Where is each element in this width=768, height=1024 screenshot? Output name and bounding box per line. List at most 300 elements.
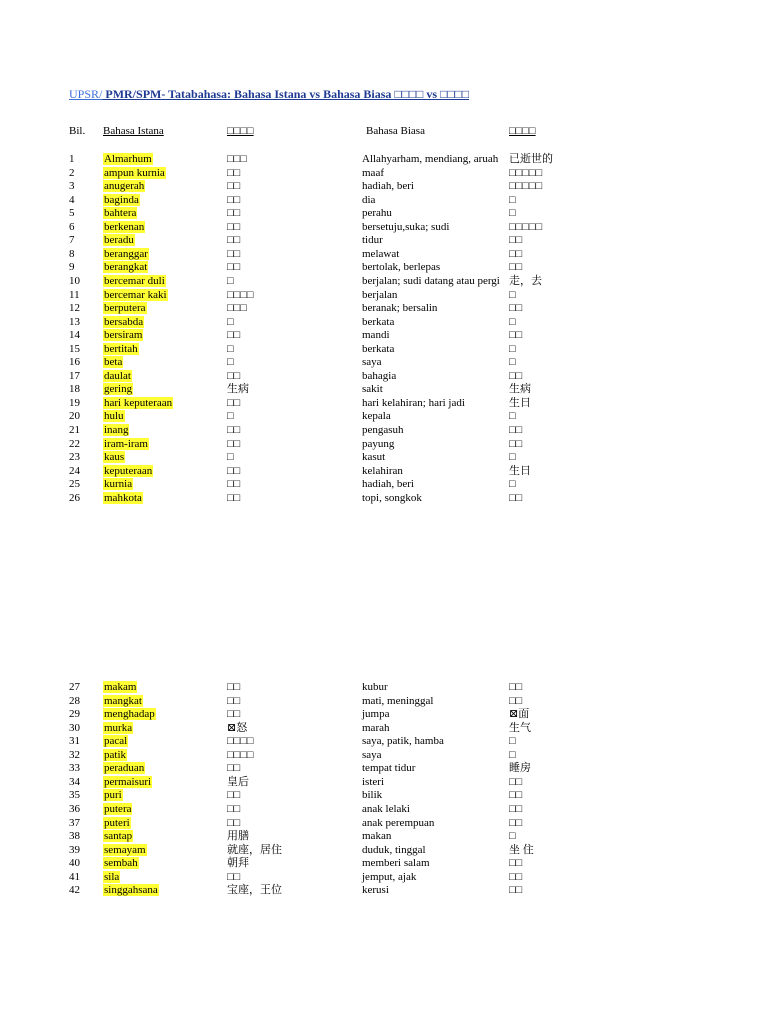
bahasa-istana-cell xyxy=(103,289,168,302)
table-row xyxy=(0,221,768,234)
chinese-biasa-cell: □□ xyxy=(509,369,523,382)
bahasa-biasa-cell: berkata xyxy=(362,342,395,355)
bahasa-istana-cell xyxy=(103,465,153,478)
highlighted-term: daulat xyxy=(104,369,131,382)
table-row xyxy=(0,356,768,369)
bahasa-biasa-cell: saya xyxy=(362,356,382,369)
bahasa-istana-cell xyxy=(103,153,153,166)
table-row xyxy=(0,492,768,505)
bahasa-istana-cell xyxy=(103,383,133,396)
table-row xyxy=(0,424,768,437)
highlighted-term: patik xyxy=(104,748,126,761)
bahasa-istana-cell xyxy=(103,221,145,234)
bahasa-istana-cell xyxy=(103,356,123,369)
table-row xyxy=(0,884,768,897)
chinese-biasa-cell: □□ xyxy=(509,437,523,450)
row-number: 26 xyxy=(69,491,80,504)
highlighted-term: beradu xyxy=(104,234,134,247)
row-number: 35 xyxy=(69,789,80,802)
bahasa-biasa-cell: maaf xyxy=(362,166,384,179)
table-row xyxy=(0,681,768,694)
highlighted-term: kaus xyxy=(104,451,125,464)
header-bahasa-biasa: Bahasa Biasa xyxy=(366,125,425,137)
row-number: 31 xyxy=(69,735,80,748)
row-number: 17 xyxy=(69,369,80,382)
table-row xyxy=(0,289,768,302)
chinese-istana-cell: □ xyxy=(227,451,234,464)
header-bahasa-istana: Bahasa Istana xyxy=(103,125,164,137)
table-row xyxy=(0,762,768,775)
table-row xyxy=(0,167,768,180)
chinese-istana-cell: □□ xyxy=(227,870,241,883)
highlighted-term: kurnia xyxy=(104,478,133,491)
bahasa-biasa-cell: berkata xyxy=(362,315,395,328)
chinese-biasa-cell: ⊠面 xyxy=(509,708,530,721)
bahasa-biasa-cell: kelahiran xyxy=(362,464,403,477)
table-row xyxy=(0,871,768,884)
row-number: 15 xyxy=(69,342,80,355)
row-number: 5 xyxy=(69,207,75,220)
table-row xyxy=(0,451,768,464)
bahasa-biasa-cell: beranak; bersalin xyxy=(362,302,438,315)
chinese-biasa-cell: 生气 xyxy=(509,721,531,734)
highlighted-term: anugerah xyxy=(104,180,145,193)
title-upsr-link[interactable]: UPSR/ xyxy=(69,87,103,101)
bahasa-biasa-cell: memberi salam xyxy=(362,857,430,870)
chinese-biasa-cell: □□□□□ xyxy=(509,220,543,233)
bahasa-istana-cell xyxy=(103,722,133,735)
chinese-biasa-cell: □ xyxy=(509,410,516,423)
chinese-biasa-cell: □□ xyxy=(509,681,523,693)
highlighted-term: berputera xyxy=(104,302,146,315)
bahasa-biasa-cell: dia xyxy=(362,193,376,206)
row-number: 16 xyxy=(69,356,80,369)
table-row xyxy=(0,708,768,721)
chinese-biasa-cell: □□ xyxy=(509,802,523,815)
row-number: 7 xyxy=(69,234,75,247)
bahasa-istana-cell xyxy=(103,871,120,884)
bahasa-biasa-cell: kerusi xyxy=(362,884,389,897)
chinese-biasa-cell: □□□□□ xyxy=(509,166,543,179)
chinese-istana-cell: 用膳 xyxy=(227,830,249,843)
table-row xyxy=(0,397,768,410)
highlighted-term: murka xyxy=(104,721,133,734)
row-number: 9 xyxy=(69,261,75,274)
bahasa-biasa-cell: sakit xyxy=(362,383,383,396)
bahasa-biasa-cell: makan xyxy=(362,830,392,843)
table-row xyxy=(0,302,768,315)
chinese-istana-cell: □□ xyxy=(227,708,241,721)
bahasa-istana-cell xyxy=(103,275,166,288)
bahasa-biasa-cell: berjalan; sudi datang atau pergi xyxy=(362,274,500,287)
bahasa-istana-cell xyxy=(103,776,152,789)
row-number: 4 xyxy=(69,193,75,206)
row-number: 2 xyxy=(69,166,75,179)
bahasa-istana-cell xyxy=(103,681,137,694)
bahasa-istana-cell xyxy=(103,397,173,410)
row-number: 34 xyxy=(69,775,80,788)
bahasa-biasa-cell: mandi xyxy=(362,329,390,342)
highlighted-term: permaisuri xyxy=(104,775,152,788)
bahasa-biasa-cell: tempat tidur xyxy=(362,762,416,775)
chinese-biasa-cell: □□ xyxy=(509,789,523,802)
bahasa-biasa-cell: payung xyxy=(362,437,395,450)
chinese-biasa-cell: □ xyxy=(509,207,516,220)
chinese-istana-cell: □□ xyxy=(227,762,241,775)
bahasa-biasa-cell: bertolak, berlepas xyxy=(362,261,441,274)
row-number: 6 xyxy=(69,220,75,233)
bahasa-istana-cell xyxy=(103,410,125,423)
header-bil: Bil. xyxy=(69,125,86,137)
highlighted-term: inang xyxy=(104,424,129,436)
highlighted-term: bersabda xyxy=(104,315,144,328)
highlighted-term: keputeraan xyxy=(104,464,153,477)
bahasa-biasa-cell: marah xyxy=(362,721,390,734)
bahasa-biasa-cell: topi, songkok xyxy=(362,491,422,504)
bahasa-istana-cell xyxy=(103,316,144,329)
chinese-istana-cell: □□ xyxy=(227,491,241,504)
bahasa-biasa-cell: berjalan xyxy=(362,288,398,301)
bahasa-istana-cell xyxy=(103,194,140,207)
chinese-biasa-cell: □□□□□ xyxy=(509,180,543,193)
highlighted-term: hulu xyxy=(104,410,124,423)
chinese-istana-cell: □□ xyxy=(227,207,241,220)
table-row xyxy=(0,857,768,870)
highlighted-term: peraduan xyxy=(104,762,145,775)
chinese-istana-cell: □□ xyxy=(227,234,241,247)
highlighted-term: sembah xyxy=(104,857,138,870)
bahasa-istana-cell xyxy=(103,830,133,843)
bahasa-biasa-cell: duduk, tinggal xyxy=(362,843,426,856)
bahasa-istana-cell xyxy=(103,167,166,180)
bahasa-biasa-cell: anak lelaki xyxy=(362,802,410,815)
chinese-biasa-cell: □ xyxy=(509,478,516,491)
highlighted-term: singgahsana xyxy=(104,884,158,897)
bahasa-biasa-cell: hari kelahiran; hari jadi xyxy=(362,396,465,409)
table-row xyxy=(0,261,768,274)
row-number: 18 xyxy=(69,383,80,396)
chinese-istana-cell: □□ xyxy=(227,261,241,274)
row-number: 38 xyxy=(69,830,80,843)
chinese-biasa-cell: □□ xyxy=(509,329,523,342)
bahasa-biasa-cell: kasut xyxy=(362,451,386,464)
chinese-istana-cell: 就座，居住 xyxy=(227,843,282,856)
chinese-biasa-cell: □□ xyxy=(509,234,523,247)
bahasa-istana-cell xyxy=(103,234,135,247)
row-number: 22 xyxy=(69,437,80,450)
bahasa-istana-cell xyxy=(103,370,132,383)
chinese-istana-cell: □□ xyxy=(227,424,241,436)
row-number: 25 xyxy=(69,478,80,491)
chinese-biasa-cell: 生日 xyxy=(509,396,531,409)
table-row xyxy=(0,695,768,708)
highlighted-term: puri xyxy=(104,789,122,802)
chinese-biasa-cell: 已逝世的 xyxy=(509,153,553,165)
bahasa-istana-cell xyxy=(103,302,147,315)
bahasa-istana-cell xyxy=(103,844,147,857)
bahasa-istana-cell xyxy=(103,749,127,762)
highlighted-term: Almarhum xyxy=(104,153,152,165)
table-row xyxy=(0,383,768,396)
document-title xyxy=(69,87,469,102)
highlighted-term: gering xyxy=(104,383,133,396)
row-number: 1 xyxy=(69,153,75,165)
bahasa-istana-cell xyxy=(103,492,143,505)
bahasa-istana-cell xyxy=(103,735,128,748)
bahasa-biasa-cell: kubur xyxy=(362,681,388,693)
chinese-biasa-cell: □□ xyxy=(509,694,523,707)
row-number: 36 xyxy=(69,802,80,815)
row-number: 10 xyxy=(69,274,80,287)
table-row xyxy=(0,316,768,329)
highlighted-term: beranggar xyxy=(104,247,148,260)
bahasa-biasa-cell: anak perempuan xyxy=(362,816,435,829)
chinese-istana-cell: □ xyxy=(227,410,234,423)
highlighted-term: menghadap xyxy=(104,708,155,721)
table-row xyxy=(0,234,768,247)
highlighted-term: santap xyxy=(104,830,133,843)
highlighted-term: berangkat xyxy=(104,261,148,274)
chinese-istana-cell: □□ xyxy=(227,681,241,693)
highlighted-term: semayam xyxy=(104,843,146,856)
highlighted-term: bercemar duli xyxy=(104,274,165,287)
row-number: 13 xyxy=(69,315,80,328)
row-number: 39 xyxy=(69,843,80,856)
bahasa-istana-cell xyxy=(103,329,143,342)
bahasa-biasa-cell: saya, patik, hamba xyxy=(362,735,444,748)
row-number: 28 xyxy=(69,694,80,707)
highlighted-term: ampun kurnia xyxy=(104,166,165,179)
bahasa-istana-cell xyxy=(103,817,131,830)
chinese-istana-cell: □□□ xyxy=(227,153,247,165)
row-number: 24 xyxy=(69,464,80,477)
bahasa-istana-cell xyxy=(103,180,145,193)
table-row xyxy=(0,722,768,735)
chinese-istana-cell: □□ xyxy=(227,464,241,477)
chinese-biasa-cell: □ xyxy=(509,451,516,464)
chinese-biasa-cell: □□ xyxy=(509,870,523,883)
chinese-istana-cell: □□ xyxy=(227,478,241,491)
bahasa-istana-cell xyxy=(103,248,149,261)
highlighted-term: bertitah xyxy=(104,342,138,355)
table-row xyxy=(0,248,768,261)
row-number: 33 xyxy=(69,762,80,775)
row-number: 27 xyxy=(69,681,80,693)
table-row xyxy=(0,275,768,288)
bahasa-biasa-cell: melawat xyxy=(362,247,400,260)
highlighted-term: puteri xyxy=(104,816,130,829)
chinese-biasa-cell: 生日 xyxy=(509,464,531,477)
bahasa-biasa-cell: pengasuh xyxy=(362,424,404,436)
chinese-istana-cell: □ xyxy=(227,356,234,369)
bahasa-istana-cell xyxy=(103,695,143,708)
bahasa-istana-cell xyxy=(103,207,137,220)
row-number: 41 xyxy=(69,870,80,883)
table-row xyxy=(0,194,768,207)
row-number: 21 xyxy=(69,424,80,436)
row-number: 11 xyxy=(69,288,80,301)
row-number: 14 xyxy=(69,329,80,342)
chinese-istana-cell: □□□□ xyxy=(227,288,254,301)
chinese-biasa-cell: □□ xyxy=(509,424,523,436)
chinese-biasa-cell: □ xyxy=(509,342,516,355)
chinese-istana-cell: □□ xyxy=(227,396,241,409)
chinese-istana-cell: □□ xyxy=(227,802,241,815)
chinese-biasa-cell: □ xyxy=(509,735,516,748)
table-row xyxy=(0,789,768,802)
bahasa-biasa-cell: jumpa xyxy=(362,708,390,721)
table-row xyxy=(0,830,768,843)
table-row xyxy=(0,817,768,830)
chinese-biasa-cell: □□ xyxy=(509,247,523,260)
bahasa-biasa-cell: perahu xyxy=(362,207,392,220)
table-row xyxy=(0,370,768,383)
chinese-istana-cell: 皇后 xyxy=(227,775,249,788)
chinese-istana-cell: □□ xyxy=(227,193,241,206)
highlighted-term: mahkota xyxy=(104,491,142,504)
chinese-istana-cell: ⊠怒 xyxy=(227,721,248,734)
chinese-istana-cell: □□ xyxy=(227,180,241,193)
chinese-istana-cell: □□ xyxy=(227,816,241,829)
highlighted-term: pacal xyxy=(104,735,128,748)
chinese-istana-cell: 宝座，王位 xyxy=(227,884,282,897)
bahasa-istana-cell xyxy=(103,708,156,721)
row-number: 40 xyxy=(69,857,80,870)
bahasa-biasa-cell: mati, meninggal xyxy=(362,694,434,707)
chinese-istana-cell: □□ xyxy=(227,694,241,707)
chinese-istana-cell: □ xyxy=(227,342,234,355)
table-row xyxy=(0,438,768,451)
bahasa-biasa-cell: tidur xyxy=(362,234,383,247)
table-row xyxy=(0,478,768,491)
bahasa-biasa-cell: saya xyxy=(362,748,382,761)
bahasa-istana-cell xyxy=(103,803,132,816)
chinese-biasa-cell: □ xyxy=(509,288,516,301)
chinese-istana-cell: □□ xyxy=(227,220,241,233)
row-number: 32 xyxy=(69,748,80,761)
row-number: 12 xyxy=(69,302,80,315)
bahasa-biasa-cell: bersetuju,suka; sudi xyxy=(362,220,450,233)
row-number: 30 xyxy=(69,721,80,734)
highlighted-term: bersiram xyxy=(104,329,143,342)
table-row xyxy=(0,153,768,166)
row-number: 29 xyxy=(69,708,80,721)
chinese-biasa-cell: □□ xyxy=(509,302,523,315)
row-number: 20 xyxy=(69,410,80,423)
bahasa-istana-cell xyxy=(103,762,145,775)
chinese-biasa-cell: □ xyxy=(509,193,516,206)
bahasa-istana-cell xyxy=(103,424,129,437)
highlighted-term: bahtera xyxy=(104,207,137,220)
row-number: 8 xyxy=(69,247,75,260)
table-row xyxy=(0,749,768,762)
table-row xyxy=(0,776,768,789)
row-number: 23 xyxy=(69,451,80,464)
table-row xyxy=(0,735,768,748)
chinese-biasa-cell: □ xyxy=(509,830,516,843)
chinese-biasa-cell: □□ xyxy=(509,857,523,870)
chinese-istana-cell: □□□ xyxy=(227,302,247,315)
table-row xyxy=(0,180,768,193)
bahasa-istana-cell xyxy=(103,261,148,274)
chinese-istana-cell: 生病 xyxy=(227,383,249,396)
chinese-istana-cell: □□ xyxy=(227,247,241,260)
bahasa-istana-cell xyxy=(103,343,139,356)
chinese-biasa-cell: □ xyxy=(509,315,516,328)
bahasa-biasa-cell: jemput, ajak xyxy=(362,870,417,883)
table-row xyxy=(0,410,768,423)
chinese-biasa-cell: 走，去 xyxy=(509,274,542,287)
row-number: 3 xyxy=(69,180,75,193)
chinese-biasa-cell: □ xyxy=(509,748,516,761)
highlighted-term: putera xyxy=(104,802,132,815)
chinese-istana-cell: □□□□ xyxy=(227,735,254,748)
chinese-biasa-cell: 坐 住 xyxy=(509,843,534,856)
chinese-biasa-cell: □□ xyxy=(509,775,523,788)
chinese-biasa-cell: 睡房 xyxy=(509,762,531,775)
row-number: 37 xyxy=(69,816,80,829)
chinese-biasa-cell: □□ xyxy=(509,491,523,504)
table-row xyxy=(0,343,768,356)
highlighted-term: baginda xyxy=(104,193,139,206)
chinese-istana-cell: □□ xyxy=(227,789,241,802)
chinese-biasa-cell: □□ xyxy=(509,261,523,274)
chinese-istana-cell: □□ xyxy=(227,369,241,382)
row-number: 42 xyxy=(69,884,80,897)
highlighted-term: beta xyxy=(104,356,123,369)
bahasa-istana-cell xyxy=(103,789,123,802)
bahasa-biasa-cell: kepala xyxy=(362,410,391,423)
title-text: PMR/SPM- Tatabahasa: Bahasa Istana vs Bahasa Biasa □□□□ vs □□□□ xyxy=(102,87,470,101)
bahasa-istana-cell xyxy=(103,884,159,897)
highlighted-term: mangkat xyxy=(104,694,142,707)
row-number: 19 xyxy=(69,396,80,409)
chinese-biasa-cell: □□ xyxy=(509,884,523,897)
table-row xyxy=(0,844,768,857)
bahasa-istana-cell xyxy=(103,857,139,870)
highlighted-term: hari keputeraan xyxy=(104,396,173,409)
chinese-istana-cell: □□ xyxy=(227,166,241,179)
highlighted-term: iram-iram xyxy=(104,437,148,450)
table-row xyxy=(0,803,768,816)
chinese-biasa-cell: □□ xyxy=(509,816,523,829)
header-chinese-1: □□□□ xyxy=(227,125,254,137)
bahasa-biasa-cell: hadiah, beri xyxy=(362,478,414,491)
highlighted-term: sila xyxy=(104,870,120,883)
chinese-istana-cell: □ xyxy=(227,315,234,328)
bahasa-biasa-cell: hadiah, beri xyxy=(362,180,414,193)
bahasa-istana-cell xyxy=(103,438,149,451)
bahasa-istana-cell xyxy=(103,451,125,464)
chinese-biasa-cell: □ xyxy=(509,356,516,369)
table-row xyxy=(0,329,768,342)
table-row xyxy=(0,207,768,220)
table-row xyxy=(0,465,768,478)
chinese-istana-cell: 朝拜 xyxy=(227,857,249,870)
bahasa-biasa-cell: bahagia xyxy=(362,369,397,382)
highlighted-term: makam xyxy=(104,681,137,693)
bahasa-biasa-cell: isteri xyxy=(362,775,384,788)
header-chinese-2: □□□□ xyxy=(509,125,536,137)
chinese-istana-cell: □□ xyxy=(227,437,241,450)
chinese-istana-cell: □ xyxy=(227,274,234,287)
chinese-biasa-cell: 生病 xyxy=(509,383,531,396)
bahasa-istana-cell xyxy=(103,478,133,491)
chinese-istana-cell: □□□□ xyxy=(227,748,254,761)
chinese-istana-cell: □□ xyxy=(227,329,241,342)
bahasa-biasa-cell: bilik xyxy=(362,789,383,802)
highlighted-term: bercemar kaki xyxy=(104,288,167,301)
